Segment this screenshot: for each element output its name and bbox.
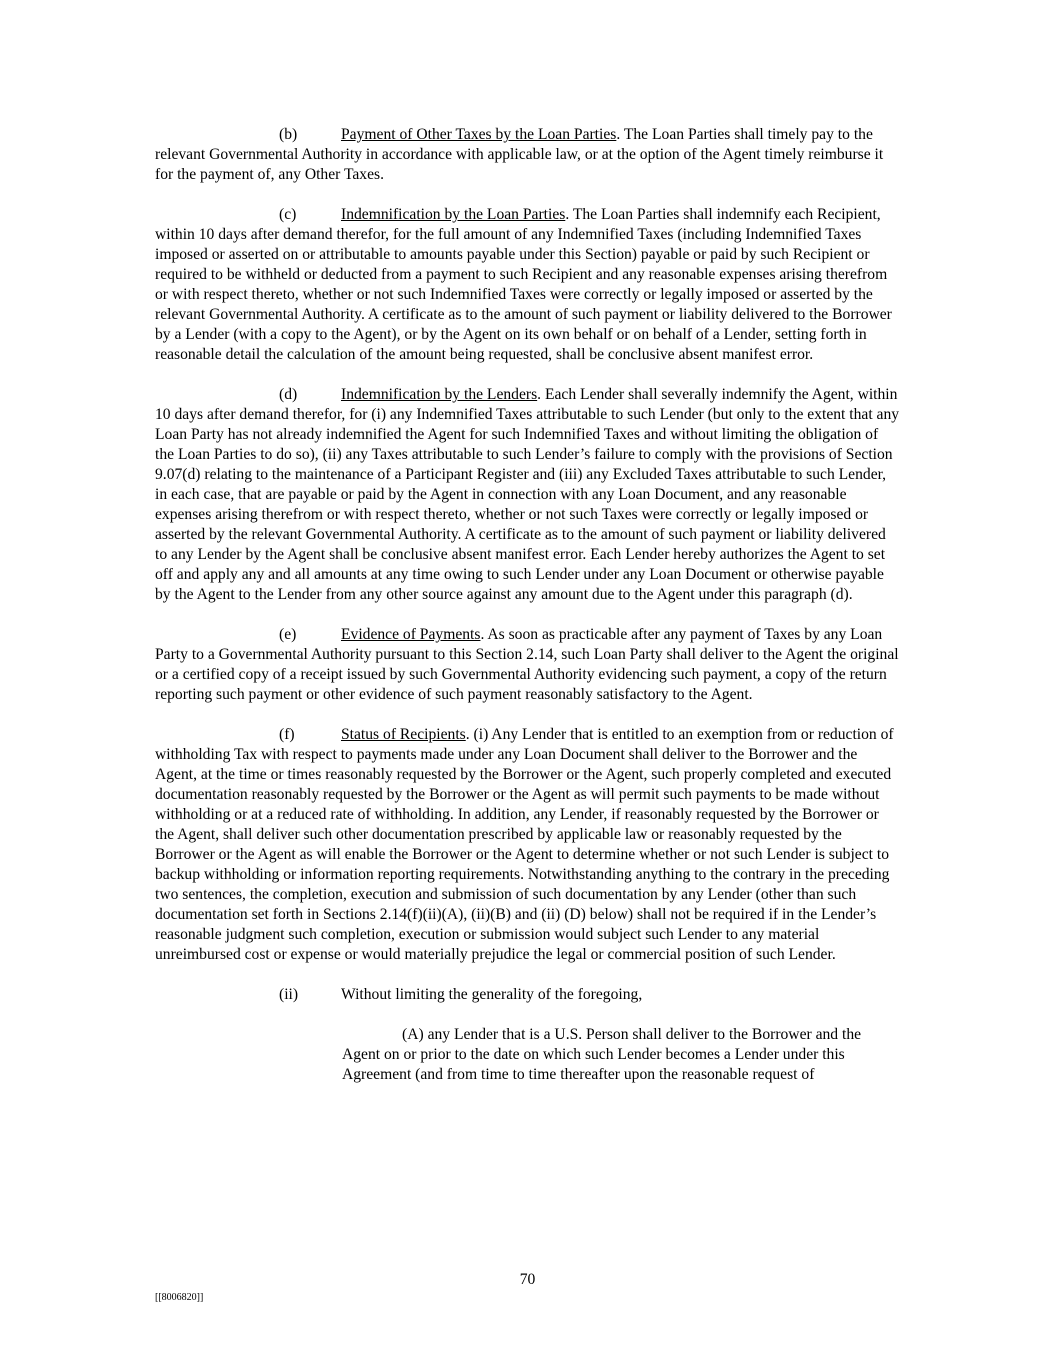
paragraph-b <box>155 125 900 185</box>
paragraph-text: . (i) Any Lender that is entitled to an exemption from or reduction of withholding Tax with respect to payments made under any Loan Document shall deliver to the Borrower and the Agent, at the time or times reasonably requested by the Borrower or the Agent, such properly completed and executed documentation reasonably requested by the Borrower or the Agent as will permit such payments to be made without withholding or at a reduced rate of withholding. In addition, any Lender, if reasonably requested by the Borrower or the Agent, shall deliver such other documentation prescribed by applicable law or reasonably requested by the Borrower or the Agent as will enable the Borrower or the Agent to determine whether or not such Lender is subject to backup withholding or information reporting requirements. Notwithstanding anything to the contrary in the preceding two sentences, the completion, execution and submission of such documentation by any Lender (other than such documentation set forth in Sections 2.14(f)(ii)(A), (ii)(B) and (ii) (D) below) shall not be required if in the Lender’s reasonable judgment such completion, execution or submission would subject such Lender to any material unreimbursed cost or expense or would materially prejudice the legal or commercial position of such Lender. <box>155 726 894 963</box>
paragraph-heading: Indemnification by the Loan Parties <box>341 206 566 223</box>
paragraph-f <box>155 725 900 965</box>
paragraph-text: . The Loan Parties shall timely pay to the relevant Governmental Authority in accordance with applicable law, or at the option of the Agent timely reimburse it for the payment of, any Other Taxes. <box>155 126 884 183</box>
paragraph-c <box>155 205 900 365</box>
paragraph-heading: Indemnification by the Lenders <box>341 386 538 403</box>
paragraph-text: . The Loan Parties shall indemnify each Recipient, within 10 days after demand therefor, for the full amount of any Indemnified Taxes (including Indemnified Taxes imposed or asserted on or attributable to amounts payable under this Section) payable or paid by such Recipient or required to be withheld or deducted from a payment to such Recipient and any reasonable expenses arising therefrom or with respect thereto, whether or not such Indemnified Taxes were correctly or legally imposed or asserted by the relevant Governmental Authority. A certificate as to the amount of such payment or liability delivered to the Borrower by a Lender (with a copy to the Agent), or by the Agent on its own behalf or on behalf of a Lender, setting forth in reasonable detail the calculation of the amount being requested, shall be conclusive absent manifest error. <box>155 206 892 363</box>
document-id: [[8006820]] <box>155 1292 204 1303</box>
document-body <box>155 125 900 1085</box>
subparagraph-ii <box>155 985 900 1005</box>
paragraph-text: any Lender that is a U.S. Person shall deliver to the Borrower and the Agent on or prior to the date on which such Lender becomes a Lender under this Agreement (and from time to time thereafter upon the reasonable request of <box>342 1026 862 1083</box>
paragraph-text: . As soon as practicable after any payment of Taxes by any Loan Party to a Governmental Authority pursuant to this Section 2.14, such Loan Party shall deliver to the Agent the original or a certified copy of a receipt issued by such Governmental Authority evidencing such payment, a copy of the return reporting such payment or other evidence of such payment reasonably satisfactory to the Agent. <box>155 626 899 703</box>
paragraph-heading: Evidence of Payments <box>341 626 481 643</box>
paragraph-d <box>155 385 900 605</box>
paragraph-number: (c) <box>279 206 297 223</box>
paragraph-number: (ii) <box>279 986 299 1003</box>
paragraph-number: (f) <box>279 726 295 743</box>
paragraph-number: (A) <box>402 1026 424 1043</box>
paragraph-heading: Status of Recipients <box>341 726 466 743</box>
paragraph-number: (b) <box>279 126 298 143</box>
page-number: 70 <box>519 1271 536 1288</box>
paragraph-text: Without limiting the generality of the foregoing, <box>341 986 643 1003</box>
paragraph-e <box>155 625 900 705</box>
subparagraph-A <box>342 1025 902 1085</box>
paragraph-heading: Payment of Other Taxes by the Loan Parties <box>341 126 617 143</box>
paragraph-number: (e) <box>279 626 297 643</box>
paragraph-text: . Each Lender shall severally indemnify the Agent, within 10 days after demand therefor, for (i) any Indemnified Taxes attributable to such Lender (but only to the extent that any Loan Party has not already indemnified the Agent for such Indemnified Taxes and without limiting the obligation of the Loan Parties to do so), (ii) any Taxes attributable to such Lender’s failure to comply with the provisions of Section 9.07(d) relating to the maintenance of a Participant Register and (iii) any Excluded Taxes attributable to such Lender, in each case, that are payable or paid by the Agent in connection with any Loan Document, and any reasonable expenses arising therefrom or with respect thereto, whether or not such Taxes were correctly or legally imposed or asserted by the relevant Governmental Authority. A certificate as to the amount of such payment or liability delivered to any Lender by the Agent shall be conclusive absent manifest error. Each Lender hereby authorizes the Agent to set off and apply any and all amounts at any time owing to such Lender under any Loan Document or otherwise payable by the Agent to the Lender from any other source against any amount due to the Agent under this paragraph (d). <box>155 386 900 603</box>
paragraph-number: (d) <box>279 386 298 403</box>
